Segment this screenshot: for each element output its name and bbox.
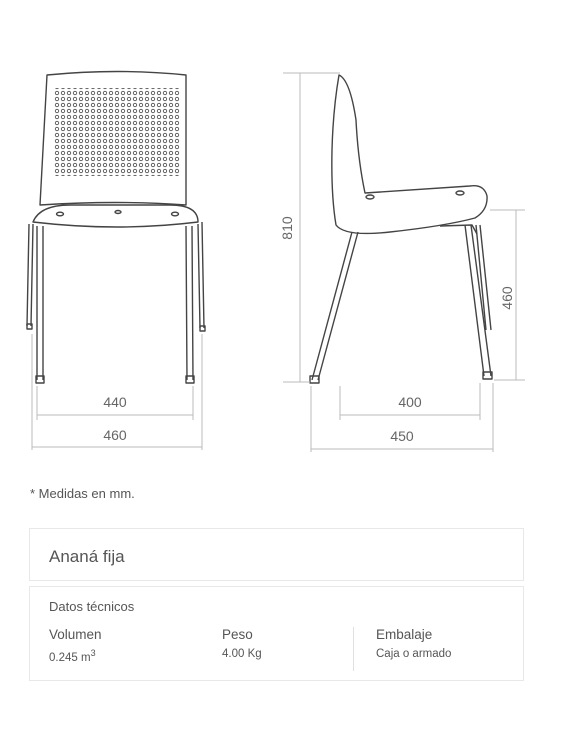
dim-side-inner-depth: 400 (398, 394, 422, 410)
front-leg-rear-left (37, 226, 43, 380)
spec-packaging-label: Embalaje (376, 627, 433, 642)
specs-title: Datos técnicos (49, 599, 135, 614)
product-title-card (29, 528, 524, 581)
side-shell (332, 75, 487, 233)
spec-volume (49, 627, 102, 664)
spec-weight-label: Peso (222, 627, 253, 642)
technical-specs-card (29, 586, 524, 681)
spec-volume-value: 0.245 $m^3$ (49, 648, 96, 664)
dim-front-inner-width: 440 (103, 394, 127, 410)
front-leg-left (27, 224, 33, 326)
dim-side-outer-depth: 450 (390, 428, 414, 444)
spec-packaging-value: Caja o armado (376, 648, 452, 660)
front-leg-right (198, 222, 204, 328)
spec-volume-label: Volumen (49, 627, 102, 642)
dim-side-seat-height: 460 (499, 286, 515, 310)
product-name: Ananá fija (49, 547, 125, 566)
dim-front-outer-width: 460 (103, 427, 127, 443)
spec-weight (222, 627, 262, 660)
front-backrest-perforation (54, 88, 180, 176)
dim-side-height: 810 (279, 216, 295, 240)
spec-weight-value: 4.00 Kg (222, 648, 262, 660)
chair-side-view (310, 75, 492, 383)
spec-packaging (353, 627, 451, 671)
chair-front-view (27, 72, 205, 384)
front-leg-rear-right (186, 226, 193, 380)
measurement-footnote: * Medidas en mm. (30, 486, 135, 501)
side-leg-rear (312, 232, 358, 380)
